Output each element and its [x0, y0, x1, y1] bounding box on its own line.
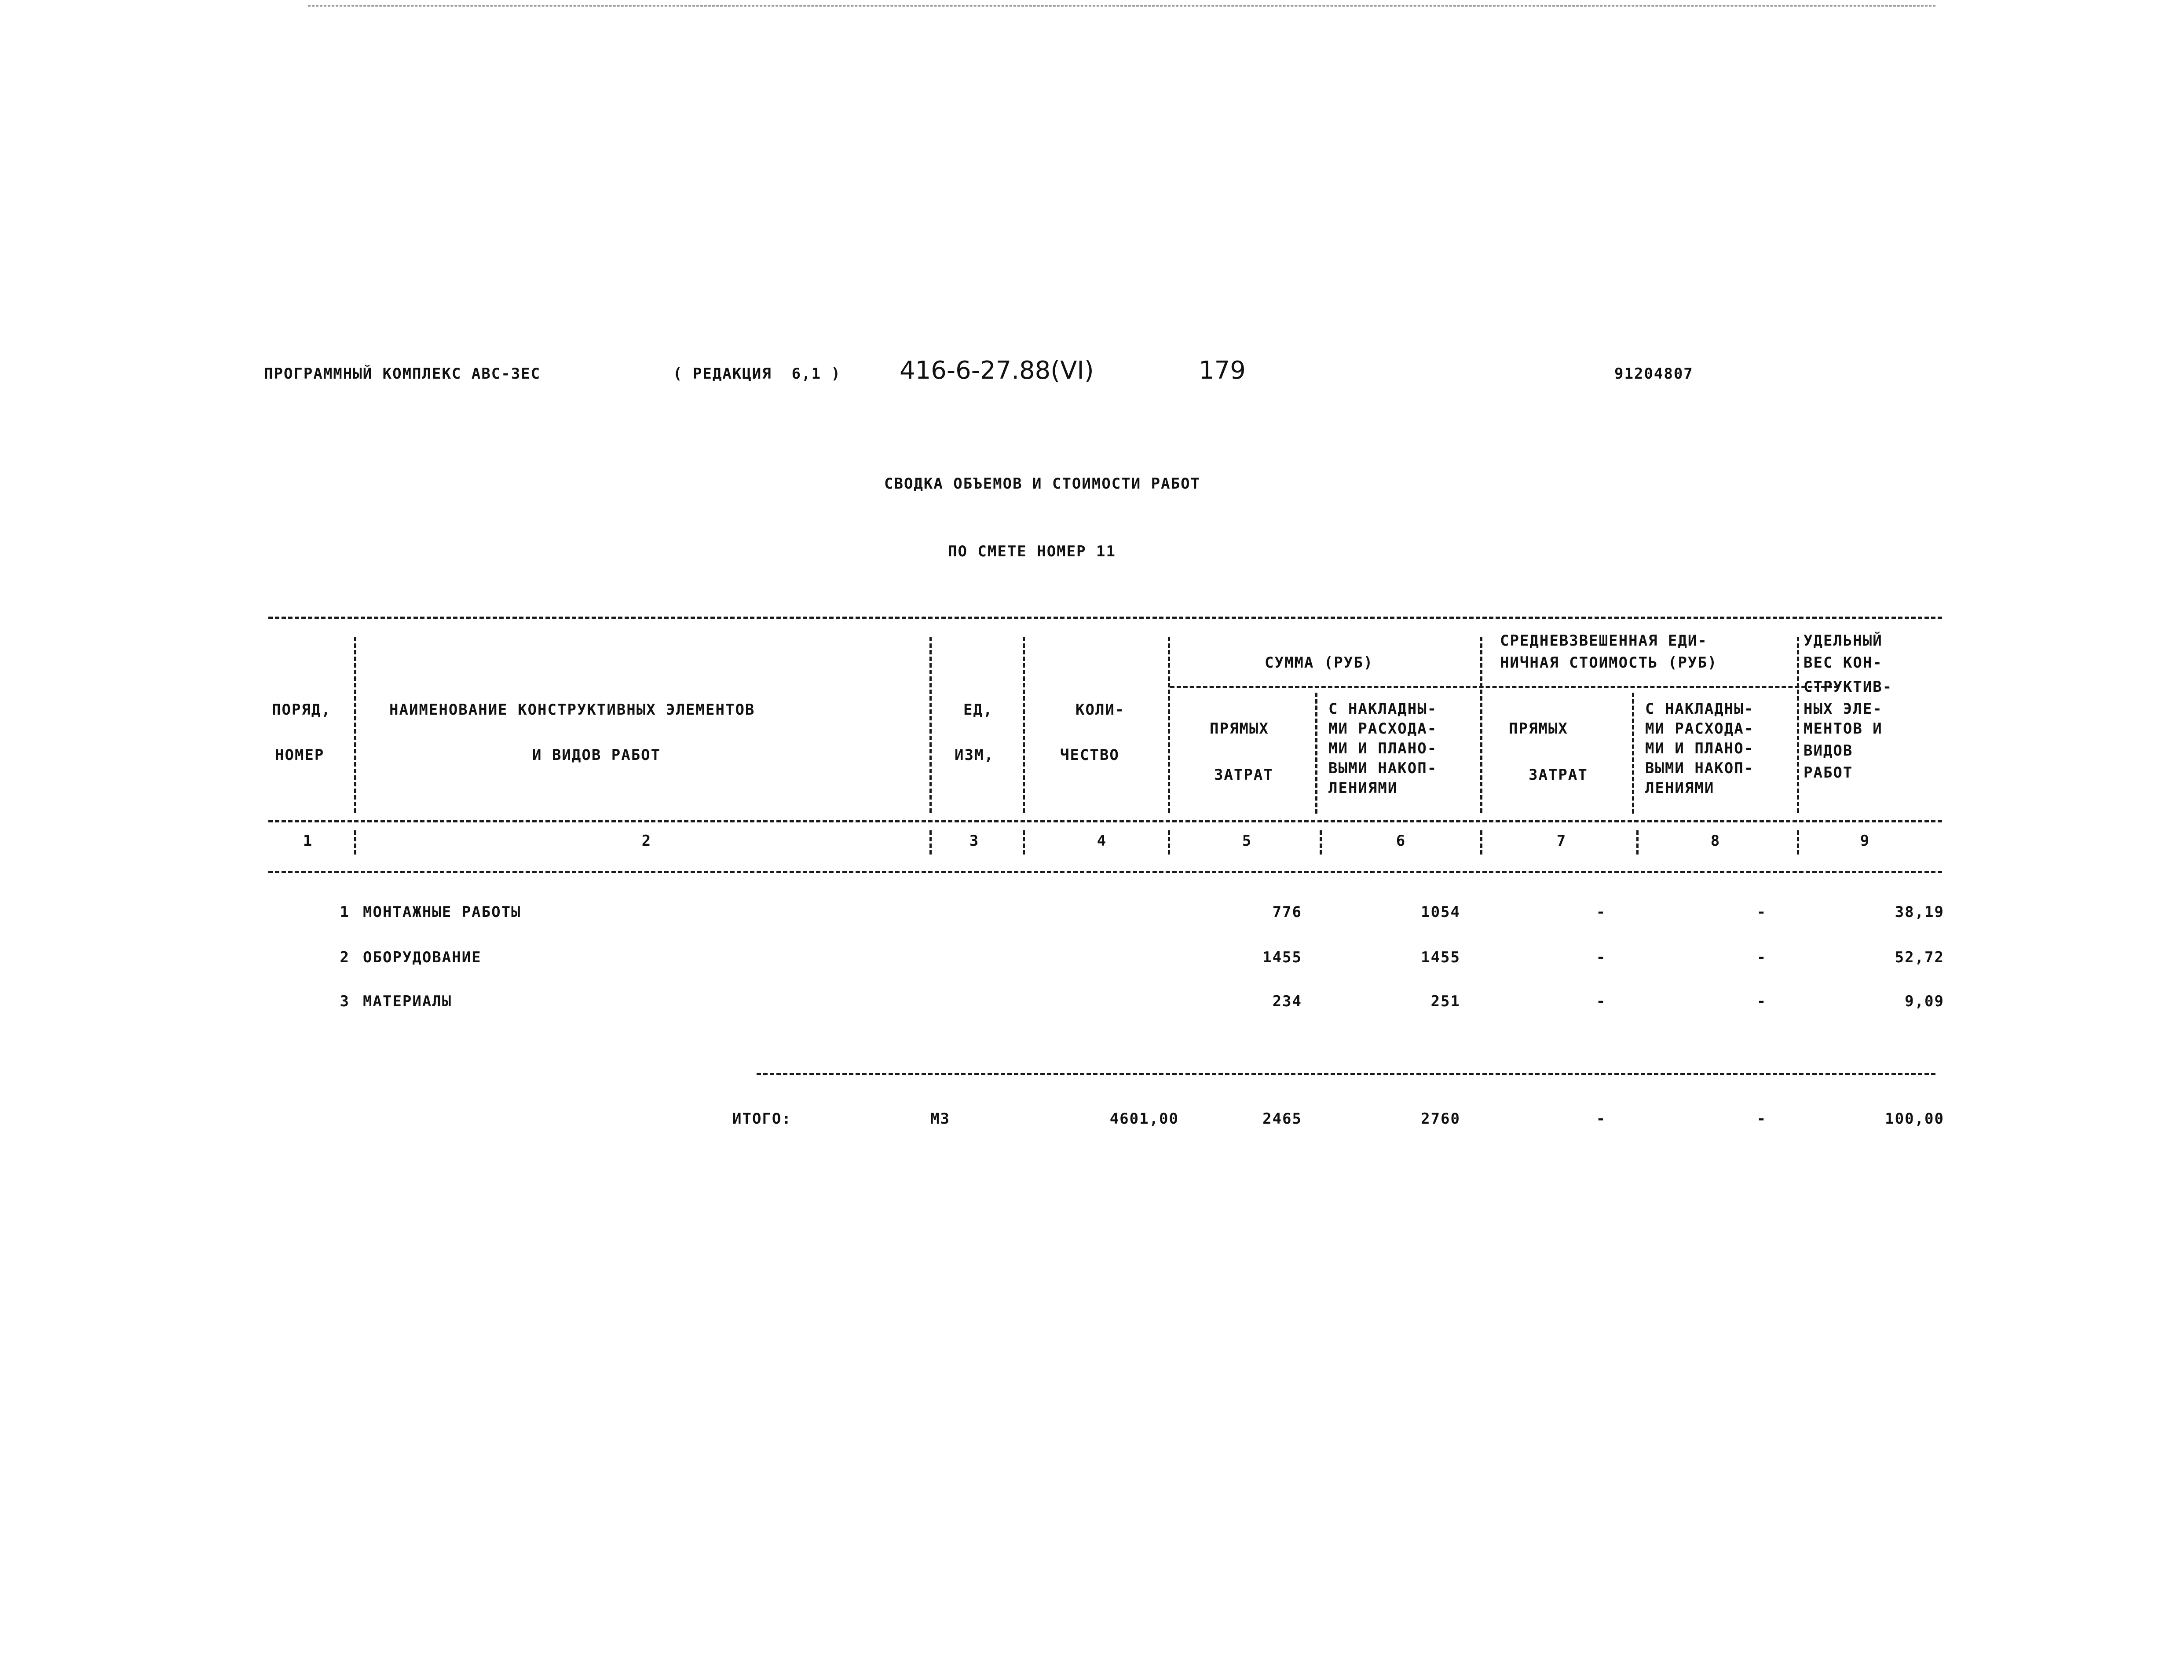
header-col6-line1: С НАКЛАДНЫ-	[1328, 700, 1438, 718]
total-avg-direct: -	[1596, 1110, 1606, 1128]
row-avg-overhead: -	[1756, 903, 1767, 921]
header-col9-line6: ВИДОВ	[1804, 742, 1853, 760]
total-share: 100,00	[1885, 1110, 1944, 1128]
row-number: 2	[340, 949, 350, 966]
row-share: 52,72	[1895, 949, 1944, 966]
row-avg-direct: -	[1596, 993, 1606, 1010]
row-share: 9,09	[1905, 993, 1944, 1010]
total-overhead-costs: 2760	[1421, 1110, 1460, 1128]
column-numbers-bottom-rule	[268, 871, 1942, 873]
header-col7-line2: ЗАТРАТ	[1529, 766, 1588, 784]
col-divider-3	[1023, 637, 1025, 813]
header-col9-line1: УДЕЛЬНЫЙ	[1804, 632, 1883, 650]
header-col9-line5: МЕНТОВ И	[1804, 720, 1883, 738]
total-unit: М3	[930, 1110, 950, 1128]
column-number-8: 8	[1710, 832, 1721, 850]
header-col8-line5: ЛЕНИЯМИ	[1645, 779, 1715, 797]
header-col9-line4: НЫХ ЭЛЕ-	[1804, 700, 1883, 718]
col-divider-2	[929, 637, 932, 813]
header-col3-line2: ИЗМ,	[955, 746, 994, 764]
row-avg-direct: -	[1596, 903, 1606, 921]
header-col1-line2: НОМЕР	[275, 746, 325, 764]
header-col6-line5: ЛЕНИЯМИ	[1328, 779, 1398, 797]
colnum-divider-8	[1797, 830, 1799, 855]
header-col5-line1: ПРЯМЫХ	[1210, 720, 1269, 738]
header-col8-line1: С НАКЛАДНЫ-	[1645, 700, 1754, 718]
row-number: 1	[340, 903, 350, 921]
header-col6-line3: МИ И ПЛАНО-	[1328, 740, 1438, 757]
row-overhead-costs: 1054	[1421, 903, 1460, 921]
row-name: МАТЕРИАЛЫ	[363, 993, 452, 1010]
header-col4-line1: КОЛИ-	[1076, 701, 1125, 719]
colnum-divider-2	[929, 830, 932, 855]
column-number-4: 4	[1097, 832, 1107, 850]
column-number-6: 6	[1396, 832, 1406, 850]
total-avg-overhead: -	[1756, 1110, 1767, 1128]
header-col8-line2: МИ РАСХОДА-	[1645, 720, 1754, 738]
total-quantity: 4601,00	[1109, 1110, 1179, 1128]
report-subtitle: ПО СМЕТЕ НОМЕР 11	[948, 543, 1116, 560]
header-sum-group: СУММА (РУБ)	[1265, 654, 1374, 672]
sum-group-rule	[1170, 686, 1839, 688]
header-bottom-rule	[268, 820, 1942, 822]
row-overhead-costs: 1455	[1421, 949, 1460, 966]
header-col7-line1: ПРЯМЫХ	[1509, 720, 1568, 738]
total-label: ИТОГО:	[732, 1110, 792, 1128]
colnum-divider-4	[1168, 830, 1170, 855]
header-col8-line4: ВЫМИ НАКОП-	[1645, 760, 1754, 777]
column-number-9: 9	[1860, 832, 1870, 850]
column-number-2: 2	[641, 832, 652, 850]
scan-artifact-line	[308, 5, 1935, 7]
total-rule	[757, 1073, 1935, 1075]
document-code: 416-6-27.88(VI)	[900, 356, 1094, 385]
document-id: 91204807	[1614, 365, 1694, 383]
header-avg-group-line2: НИЧНАЯ СТОИМОСТЬ (РУБ)	[1500, 654, 1718, 672]
row-direct-costs: 234	[1272, 993, 1302, 1010]
edition-label: ( РЕДАКЦИЯ 6,1 )	[673, 365, 841, 383]
header-col5-line2: ЗАТРАТ	[1214, 766, 1273, 784]
column-number-5: 5	[1242, 832, 1252, 850]
row-name: МОНТАЖНЫЕ РАБОТЫ	[363, 903, 521, 921]
header-col6-line4: ВЫМИ НАКОП-	[1328, 760, 1438, 777]
header-col9-line2: ВЕС КОН-	[1804, 654, 1883, 672]
col-divider-8	[1797, 637, 1799, 813]
colnum-divider-3	[1023, 830, 1025, 855]
column-number-3: 3	[969, 832, 980, 850]
row-direct-costs: 776	[1272, 903, 1302, 921]
row-avg-direct: -	[1596, 949, 1606, 966]
total-direct-costs: 2465	[1262, 1110, 1302, 1128]
row-direct-costs: 1455	[1262, 949, 1302, 966]
row-share: 38,19	[1895, 903, 1944, 921]
page-number: 179	[1199, 356, 1246, 385]
row-name: ОБОРУДОВАНИЕ	[363, 949, 482, 966]
col-divider-4	[1168, 637, 1170, 813]
colnum-divider-7	[1636, 830, 1639, 855]
header-col2-line2: И ВИДОВ РАБОТ	[532, 746, 661, 764]
header-col6-line2: МИ РАСХОДА-	[1328, 720, 1438, 738]
header-avg-group-line1: СРЕДНЕВЗВЕШЕННАЯ ЕДИ-	[1500, 632, 1708, 650]
column-number-7: 7	[1556, 832, 1567, 850]
colnum-divider-1	[354, 830, 356, 855]
col-divider-5	[1315, 693, 1317, 814]
col-divider-6	[1480, 637, 1482, 813]
header-col9-line7: РАБОТ	[1804, 764, 1853, 782]
row-avg-overhead: -	[1756, 993, 1767, 1010]
header-col2-line1: НАИМЕНОВАНИЕ КОНСТРУКТИВНЫХ ЭЛЕМЕНТОВ	[389, 701, 755, 719]
table-top-rule	[268, 617, 1942, 619]
report-title: СВОДКА ОБЪЕМОВ И СТОИМОСТИ РАБОТ	[884, 475, 1201, 493]
row-number: 3	[340, 993, 350, 1010]
header-col8-line3: МИ И ПЛАНО-	[1645, 740, 1754, 757]
column-number-1: 1	[303, 832, 313, 850]
col-divider-7	[1632, 693, 1634, 814]
col-divider-1	[354, 637, 356, 813]
row-avg-overhead: -	[1756, 949, 1767, 966]
header-col4-line2: ЧЕСТВО	[1060, 746, 1119, 764]
row-overhead-costs: 251	[1430, 993, 1460, 1010]
header-col3-line1: ЕД,	[963, 701, 993, 719]
header-col9-line3: СТРУКТИВ-	[1804, 678, 1893, 696]
program-name: ПРОГРАММНЫЙ КОМПЛЕКС АВС-3ЕС	[264, 365, 541, 383]
colnum-divider-5	[1320, 830, 1322, 855]
colnum-divider-6	[1480, 830, 1482, 855]
header-col1-line1: ПОРЯД,	[272, 701, 331, 719]
